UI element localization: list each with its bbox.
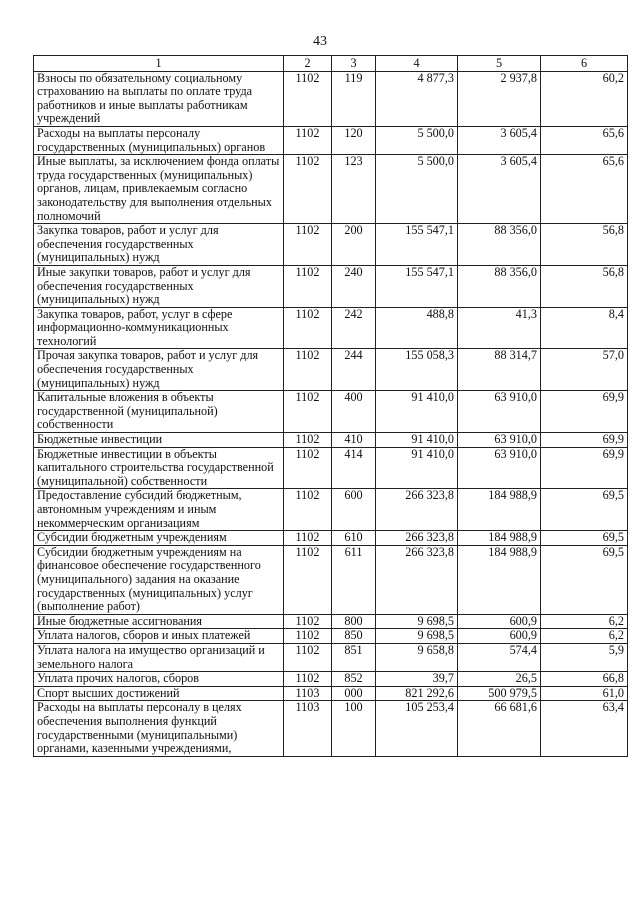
- plan-amount-cell: 155 547,1: [376, 265, 458, 307]
- expense-type-cell: 851: [332, 643, 376, 671]
- expense-type-cell: 244: [332, 349, 376, 391]
- table-row: [34, 686, 628, 701]
- percent-cell: 69,5: [541, 545, 628, 614]
- column-header: 2: [284, 56, 332, 72]
- row-name-cell: Капитальные вложения в объекты государственной (муниципальной) собственности: [34, 391, 284, 433]
- actual-amount-cell: 63 910,0: [458, 391, 541, 433]
- table-row: [34, 489, 628, 531]
- percent-cell: 66,8: [541, 672, 628, 687]
- percent-cell: 56,8: [541, 265, 628, 307]
- table-body: [34, 71, 628, 756]
- percent-cell: 60,2: [541, 71, 628, 126]
- plan-amount-cell: 39,7: [376, 672, 458, 687]
- percent-cell: 57,0: [541, 349, 628, 391]
- section-code-cell: 1102: [284, 433, 332, 448]
- percent-cell: 6,2: [541, 614, 628, 629]
- actual-amount-cell: 500 979,5: [458, 686, 541, 701]
- plan-amount-cell: 266 323,8: [376, 531, 458, 546]
- percent-cell: 69,9: [541, 433, 628, 448]
- section-code-cell: 1102: [284, 224, 332, 266]
- row-name-cell: Закупка товаров, работ и услуг для обеспечения государственных (муниципальных) нужд: [34, 224, 284, 266]
- row-name-cell: Спорт высших достижений: [34, 686, 284, 701]
- percent-cell: 6,2: [541, 629, 628, 644]
- table-row: [34, 545, 628, 614]
- header-row: [34, 56, 628, 72]
- actual-amount-cell: 88 356,0: [458, 224, 541, 266]
- actual-amount-cell: 26,5: [458, 672, 541, 687]
- expense-type-cell: 600: [332, 489, 376, 531]
- column-header: 3: [332, 56, 376, 72]
- section-code-cell: 1103: [284, 701, 332, 756]
- expense-type-cell: 852: [332, 672, 376, 687]
- table-row: [34, 391, 628, 433]
- section-code-cell: 1102: [284, 391, 332, 433]
- section-code-cell: 1103: [284, 686, 332, 701]
- table-row: [34, 155, 628, 224]
- expense-type-cell: 414: [332, 447, 376, 489]
- percent-cell: 8,4: [541, 307, 628, 349]
- actual-amount-cell: 2 937,8: [458, 71, 541, 126]
- column-header: 6: [541, 56, 628, 72]
- percent-cell: 56,8: [541, 224, 628, 266]
- row-name-cell: Взносы по обязательному социальному страхованию на выплаты по оплате труда работников и иные выплаты работникам учреждений: [34, 71, 284, 126]
- plan-amount-cell: 155 058,3: [376, 349, 458, 391]
- row-name-cell: Субсидии бюджетным учреждениям: [34, 531, 284, 546]
- page-number: 43: [313, 34, 327, 49]
- plan-amount-cell: 821 292,6: [376, 686, 458, 701]
- table-row: [34, 701, 628, 756]
- expense-type-cell: 120: [332, 126, 376, 154]
- section-code-cell: 1102: [284, 489, 332, 531]
- section-code-cell: 1102: [284, 614, 332, 629]
- percent-cell: 69,9: [541, 391, 628, 433]
- percent-cell: 5,9: [541, 643, 628, 671]
- row-name-cell: Расходы на выплаты персоналу в целях обеспечения выполнения функций государственными (муниципальными) органами, казенными учреждениями,: [34, 701, 284, 756]
- section-code-cell: 1102: [284, 447, 332, 489]
- table-row: [34, 447, 628, 489]
- expense-type-cell: 410: [332, 433, 376, 448]
- actual-amount-cell: 3 605,4: [458, 155, 541, 224]
- section-code-cell: 1102: [284, 349, 332, 391]
- actual-amount-cell: 184 988,9: [458, 545, 541, 614]
- expense-type-cell: 100: [332, 701, 376, 756]
- table-header: [34, 56, 628, 72]
- table-row: [34, 265, 628, 307]
- table-row: [34, 672, 628, 687]
- actual-amount-cell: 66 681,6: [458, 701, 541, 756]
- percent-cell: 69,5: [541, 531, 628, 546]
- table-row: [34, 349, 628, 391]
- row-name-cell: Бюджетные инвестиции в объекты капитального строительства государственной (муниципальной) собственности: [34, 447, 284, 489]
- section-code-cell: 1102: [284, 126, 332, 154]
- plan-amount-cell: 91 410,0: [376, 447, 458, 489]
- actual-amount-cell: 88 356,0: [458, 265, 541, 307]
- row-name-cell: Иные закупки товаров, работ и услуг для обеспечения государственных (муниципальных) нужд: [34, 265, 284, 307]
- plan-amount-cell: 266 323,8: [376, 489, 458, 531]
- percent-cell: 61,0: [541, 686, 628, 701]
- section-code-cell: 1102: [284, 155, 332, 224]
- expense-type-cell: 800: [332, 614, 376, 629]
- section-code-cell: 1102: [284, 307, 332, 349]
- table-row: [34, 531, 628, 546]
- plan-amount-cell: 5 500,0: [376, 155, 458, 224]
- plan-amount-cell: 105 253,4: [376, 701, 458, 756]
- section-code-cell: 1102: [284, 71, 332, 126]
- table-row: [34, 126, 628, 154]
- row-name-cell: Уплата налогов, сборов и иных платежей: [34, 629, 284, 644]
- percent-cell: 69,9: [541, 447, 628, 489]
- expense-type-cell: 200: [332, 224, 376, 266]
- expense-type-cell: 000: [332, 686, 376, 701]
- expense-type-cell: 242: [332, 307, 376, 349]
- row-name-cell: Расходы на выплаты персоналу государственных (муниципальных) органов: [34, 126, 284, 154]
- expense-type-cell: 400: [332, 391, 376, 433]
- row-name-cell: Закупка товаров, работ, услуг в сфере информационно-коммуникационных технологий: [34, 307, 284, 349]
- actual-amount-cell: 63 910,0: [458, 447, 541, 489]
- expense-type-cell: 850: [332, 629, 376, 644]
- plan-amount-cell: 91 410,0: [376, 433, 458, 448]
- table-row: [34, 433, 628, 448]
- row-name-cell: Прочая закупка товаров, работ и услуг для обеспечения государственных (муниципальных) нужд: [34, 349, 284, 391]
- plan-amount-cell: 4 877,3: [376, 71, 458, 126]
- plan-amount-cell: 9 698,5: [376, 629, 458, 644]
- plan-amount-cell: 488,8: [376, 307, 458, 349]
- actual-amount-cell: 63 910,0: [458, 433, 541, 448]
- plan-amount-cell: 266 323,8: [376, 545, 458, 614]
- section-code-cell: 1102: [284, 531, 332, 546]
- plan-amount-cell: 9 658,8: [376, 643, 458, 671]
- section-code-cell: 1102: [284, 265, 332, 307]
- actual-amount-cell: 88 314,7: [458, 349, 541, 391]
- plan-amount-cell: 91 410,0: [376, 391, 458, 433]
- row-name-cell: Иные бюджетные ассигнования: [34, 614, 284, 629]
- row-name-cell: Уплата налога на имущество организаций и земельного налога: [34, 643, 284, 671]
- table-row: [34, 307, 628, 349]
- percent-cell: 63,4: [541, 701, 628, 756]
- budget-table: [33, 55, 628, 757]
- row-name-cell: Уплата прочих налогов, сборов: [34, 672, 284, 687]
- actual-amount-cell: 600,9: [458, 614, 541, 629]
- row-name-cell: Бюджетные инвестиции: [34, 433, 284, 448]
- actual-amount-cell: 600,9: [458, 629, 541, 644]
- expense-type-cell: 611: [332, 545, 376, 614]
- row-name-cell: Субсидии бюджетным учреждениям на финансовое обеспечение государственного (муниципального) задания на оказание государственных (муниципальных) услуг (выполнение работ): [34, 545, 284, 614]
- expense-type-cell: 119: [332, 71, 376, 126]
- section-code-cell: 1102: [284, 545, 332, 614]
- percent-cell: 65,6: [541, 126, 628, 154]
- section-code-cell: 1102: [284, 629, 332, 644]
- expense-type-cell: 610: [332, 531, 376, 546]
- table-row: [34, 224, 628, 266]
- percent-cell: 65,6: [541, 155, 628, 224]
- column-header: 4: [376, 56, 458, 72]
- actual-amount-cell: 184 988,9: [458, 489, 541, 531]
- column-header: 5: [458, 56, 541, 72]
- table-row: [34, 614, 628, 629]
- table-row: [34, 629, 628, 644]
- percent-cell: 69,5: [541, 489, 628, 531]
- plan-amount-cell: 155 547,1: [376, 224, 458, 266]
- row-name-cell: Предоставление субсидий бюджетным, автономным учреждениям и иным некоммерческим организациям: [34, 489, 284, 531]
- column-header: 1: [34, 56, 284, 72]
- actual-amount-cell: 3 605,4: [458, 126, 541, 154]
- actual-amount-cell: 184 988,9: [458, 531, 541, 546]
- plan-amount-cell: 9 698,5: [376, 614, 458, 629]
- table-row: [34, 71, 628, 126]
- actual-amount-cell: 41,3: [458, 307, 541, 349]
- section-code-cell: 1102: [284, 643, 332, 671]
- section-code-cell: 1102: [284, 672, 332, 687]
- expense-type-cell: 123: [332, 155, 376, 224]
- table-row: [34, 643, 628, 671]
- plan-amount-cell: 5 500,0: [376, 126, 458, 154]
- expense-type-cell: 240: [332, 265, 376, 307]
- row-name-cell: Иные выплаты, за исключением фонда оплаты труда государственных (муниципальных) органов, лицам, привлекаемым согласно законодательству для выполнения отдельных полномочий: [34, 155, 284, 224]
- actual-amount-cell: 574,4: [458, 643, 541, 671]
